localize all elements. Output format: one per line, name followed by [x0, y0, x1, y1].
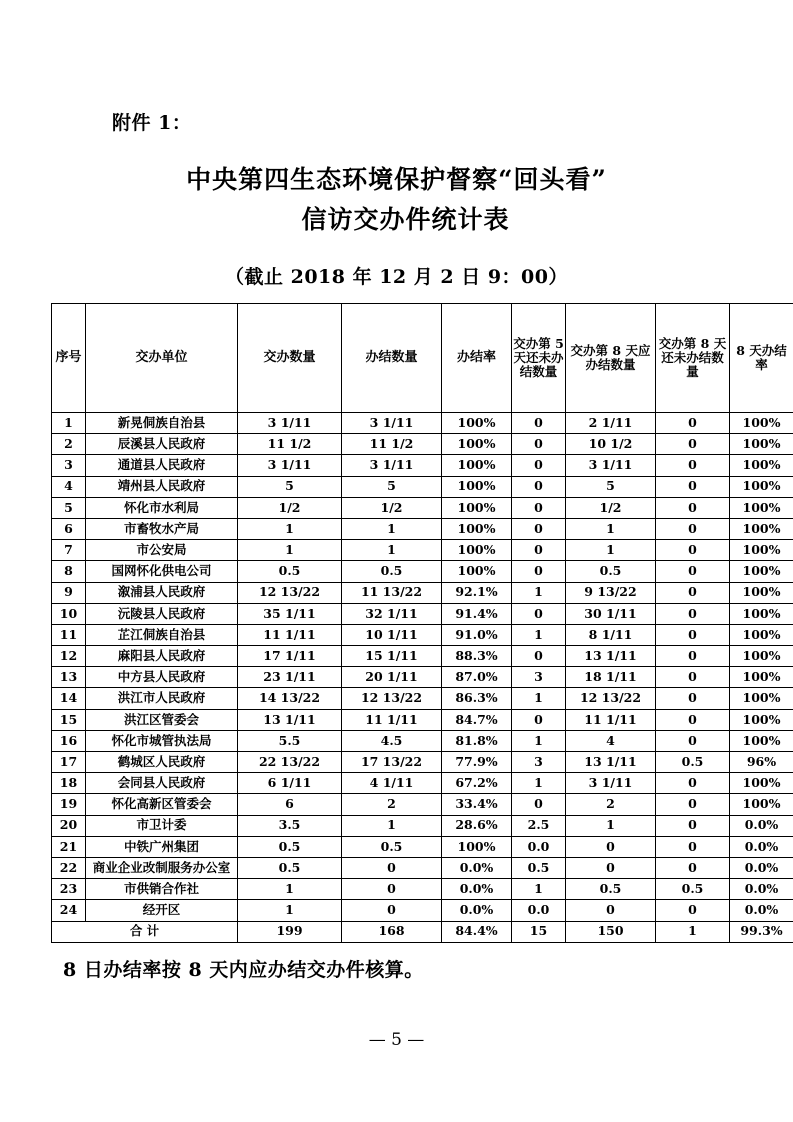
- page-number: — 5 —: [368, 1030, 425, 1050]
- cell-day5: 0: [512, 794, 566, 815]
- cell-day5: 1: [512, 879, 566, 900]
- cell-day8-rate: 100%: [730, 540, 793, 561]
- table-row: [52, 646, 793, 667]
- cell-unit: 洪江区管委会: [86, 709, 238, 730]
- cell-completed: 0.5: [342, 561, 442, 582]
- cell-completed: 3 1/11: [342, 455, 442, 476]
- cell-day8-rate: 100%: [730, 773, 793, 794]
- table-row: [52, 773, 793, 794]
- cell-day5: 3: [512, 667, 566, 688]
- table-row: [52, 900, 793, 921]
- cell-completed: 11 1/2: [342, 434, 442, 455]
- table-row: [52, 815, 793, 836]
- total-day8-due: 150: [566, 921, 656, 942]
- table-row: [52, 455, 793, 476]
- table-row: [52, 413, 793, 434]
- cell-day5: 0.0: [512, 900, 566, 921]
- cell-day8-unfinished: 0: [656, 434, 730, 455]
- cell-unit: 会同县人民政府: [86, 773, 238, 794]
- header-day5-unfinished: 交办第 5 天还未办结数量: [512, 304, 566, 413]
- cell-completed: 11 1/11: [342, 709, 442, 730]
- cell-day5: 1: [512, 730, 566, 751]
- cell-day5: 0: [512, 709, 566, 730]
- cell-day5: 0: [512, 434, 566, 455]
- cell-day8-unfinished: 0: [656, 836, 730, 857]
- cell-unit: 国网怀化供电公司: [86, 561, 238, 582]
- cell-completed: 0: [342, 879, 442, 900]
- table-row: [52, 603, 793, 624]
- header-completed-count: 办结数量: [342, 304, 442, 413]
- cell-rate: 86.3%: [442, 688, 512, 709]
- header-day8-due: 交办第 8 天应办结数量: [566, 304, 656, 413]
- cell-day8-rate: 100%: [730, 561, 793, 582]
- cell-day8-due: 1: [566, 518, 656, 539]
- cell-day8-due: 1: [566, 815, 656, 836]
- cell-day5: 0: [512, 518, 566, 539]
- cell-completed: 10 1/11: [342, 624, 442, 645]
- cell-rate: 91.4%: [442, 603, 512, 624]
- cell-day8-rate: 100%: [730, 413, 793, 434]
- table-row: [52, 879, 793, 900]
- cell-rate: 100%: [442, 518, 512, 539]
- page-title: [0, 160, 793, 240]
- header-index: 序号: [52, 304, 86, 413]
- cell-day5: 0: [512, 540, 566, 561]
- cell-assigned: 22 13/22: [238, 752, 342, 773]
- cell-completed: 5: [342, 476, 442, 497]
- header-completion-rate: 办结率: [442, 304, 512, 413]
- cell-completed: 12 13/22: [342, 688, 442, 709]
- cell-day8-rate: 0.0%: [730, 815, 793, 836]
- cell-assigned: 13 1/11: [238, 709, 342, 730]
- cell-rate: 77.9%: [442, 752, 512, 773]
- cell-index: 2: [52, 434, 86, 455]
- cell-day8-rate: 0.0%: [730, 900, 793, 921]
- cell-day8-unfinished: 0: [656, 688, 730, 709]
- cell-day5: 0: [512, 497, 566, 518]
- cell-assigned: 17 1/11: [238, 646, 342, 667]
- cell-index: 24: [52, 900, 86, 921]
- cell-assigned: 0.5: [238, 836, 342, 857]
- cell-day8-due: 18 1/11: [566, 667, 656, 688]
- cell-day8-due: 3 1/11: [566, 455, 656, 476]
- cell-assigned: 23 1/11: [238, 667, 342, 688]
- cell-day8-rate: 100%: [730, 624, 793, 645]
- cell-day5: 1: [512, 624, 566, 645]
- total-label: 合 计: [52, 921, 238, 942]
- cell-day5: 2.5: [512, 815, 566, 836]
- cell-day8-rate: 0.0%: [730, 836, 793, 857]
- cell-day8-due: 12 13/22: [566, 688, 656, 709]
- cell-assigned: 6: [238, 794, 342, 815]
- table-body: [52, 413, 793, 943]
- cell-day8-due: 10 1/2: [566, 434, 656, 455]
- cell-day8-due: 2 1/11: [566, 413, 656, 434]
- cell-day8-unfinished: 0: [656, 476, 730, 497]
- cell-day8-due: 1/2: [566, 497, 656, 518]
- cell-index: 12: [52, 646, 86, 667]
- cell-day8-rate: 100%: [730, 688, 793, 709]
- total-completed: 168: [342, 921, 442, 942]
- cell-day8-rate: 100%: [730, 518, 793, 539]
- total-day8-unfinished: 1: [656, 921, 730, 942]
- table-row: [52, 752, 793, 773]
- cell-completed: 0.5: [342, 836, 442, 857]
- cell-rate: 84.7%: [442, 709, 512, 730]
- cell-day8-unfinished: 0: [656, 518, 730, 539]
- cell-assigned: 1: [238, 900, 342, 921]
- table-row: [52, 497, 793, 518]
- cell-day5: 0: [512, 561, 566, 582]
- table-row: [52, 836, 793, 857]
- cell-day8-unfinished: 0: [656, 709, 730, 730]
- cell-index: 13: [52, 667, 86, 688]
- cell-day8-due: 4: [566, 730, 656, 751]
- cell-unit: 怀化市水利局: [86, 497, 238, 518]
- cell-day8-due: 11 1/11: [566, 709, 656, 730]
- cell-completed: 2: [342, 794, 442, 815]
- attachment-label: 附件 1：: [112, 112, 192, 134]
- cell-day5: 0.0: [512, 836, 566, 857]
- cell-rate: 88.3%: [442, 646, 512, 667]
- footnote: 8 日办结率按 8 天内应办结交办件核算。: [63, 959, 424, 981]
- table-row: [52, 518, 793, 539]
- cell-completed: 11 13/22: [342, 582, 442, 603]
- cell-index: 23: [52, 879, 86, 900]
- cell-day8-due: 13 1/11: [566, 752, 656, 773]
- cell-day8-due: 0.5: [566, 561, 656, 582]
- cell-day8-unfinished: 0: [656, 815, 730, 836]
- cell-rate: 100%: [442, 836, 512, 857]
- cell-rate: 67.2%: [442, 773, 512, 794]
- cell-rate: 28.6%: [442, 815, 512, 836]
- cell-day8-rate: 0.0%: [730, 879, 793, 900]
- cell-unit: 市公安局: [86, 540, 238, 561]
- cell-day8-due: 9 13/22: [566, 582, 656, 603]
- cell-index: 3: [52, 455, 86, 476]
- cell-day8-due: 0.5: [566, 879, 656, 900]
- cell-index: 5: [52, 497, 86, 518]
- cell-completed: 0: [342, 857, 442, 878]
- cell-index: 22: [52, 857, 86, 878]
- cell-completed: 4 1/11: [342, 773, 442, 794]
- cell-day8-unfinished: 0: [656, 900, 730, 921]
- cell-day5: 0: [512, 476, 566, 497]
- cell-day8-rate: 100%: [730, 582, 793, 603]
- cell-day8-rate: 100%: [730, 455, 793, 476]
- cell-unit: 中方县人民政府: [86, 667, 238, 688]
- cell-day8-unfinished: 0: [656, 413, 730, 434]
- cell-day8-rate: 100%: [730, 709, 793, 730]
- cell-assigned: 11 1/2: [238, 434, 342, 455]
- cell-unit: 洪江市人民政府: [86, 688, 238, 709]
- cell-assigned: 11 1/11: [238, 624, 342, 645]
- cell-day8-due: 0: [566, 857, 656, 878]
- cell-assigned: 6 1/11: [238, 773, 342, 794]
- cell-day8-rate: 96%: [730, 752, 793, 773]
- cell-completed: 3 1/11: [342, 413, 442, 434]
- cell-completed: 17 13/22: [342, 752, 442, 773]
- cell-day8-due: 8 1/11: [566, 624, 656, 645]
- cell-assigned: 0.5: [238, 857, 342, 878]
- cell-rate: 100%: [442, 497, 512, 518]
- cell-day8-unfinished: 0: [656, 857, 730, 878]
- header-assigned-count: 交办数量: [238, 304, 342, 413]
- cell-day8-unfinished: 0: [656, 667, 730, 688]
- cell-day8-unfinished: 0.5: [656, 879, 730, 900]
- cell-day8-unfinished: 0: [656, 794, 730, 815]
- cell-rate: 100%: [442, 476, 512, 497]
- cell-day8-unfinished: 0: [656, 646, 730, 667]
- cell-day8-rate: 100%: [730, 646, 793, 667]
- cell-day8-due: 1: [566, 540, 656, 561]
- cell-rate: 33.4%: [442, 794, 512, 815]
- cell-rate: 81.8%: [442, 730, 512, 751]
- cell-index: 6: [52, 518, 86, 539]
- cell-rate: 100%: [442, 540, 512, 561]
- header-unit: 交办单位: [86, 304, 238, 413]
- cell-index: 16: [52, 730, 86, 751]
- cell-day8-unfinished: 0: [656, 603, 730, 624]
- table-row: [52, 624, 793, 645]
- cell-index: 4: [52, 476, 86, 497]
- cell-completed: 1: [342, 518, 442, 539]
- cell-day5: 1: [512, 582, 566, 603]
- cell-day8-rate: 100%: [730, 476, 793, 497]
- cell-day8-rate: 100%: [730, 730, 793, 751]
- cell-unit: 市畜牧水产局: [86, 518, 238, 539]
- table-row: [52, 561, 793, 582]
- cell-unit: 新晃侗族自治县: [86, 413, 238, 434]
- cell-assigned: 35 1/11: [238, 603, 342, 624]
- cell-unit: 商业企业改制服务办公室: [86, 857, 238, 878]
- cell-completed: 0: [342, 900, 442, 921]
- cell-rate: 0.0%: [442, 879, 512, 900]
- cell-day5: 0: [512, 646, 566, 667]
- statistics-table-wrapper: [51, 303, 787, 943]
- cell-unit: 通道县人民政府: [86, 455, 238, 476]
- cell-day8-unfinished: 0: [656, 497, 730, 518]
- cell-day8-unfinished: 0.5: [656, 752, 730, 773]
- cell-completed: 1: [342, 540, 442, 561]
- cell-day8-rate: 100%: [730, 667, 793, 688]
- title-line-2: 信访交办件统计表: [301, 205, 510, 234]
- cell-unit: 芷江侗族自治县: [86, 624, 238, 645]
- cell-index: 11: [52, 624, 86, 645]
- cell-day8-due: 3 1/11: [566, 773, 656, 794]
- cell-completed: 1: [342, 815, 442, 836]
- table-row: [52, 709, 793, 730]
- cell-assigned: 1: [238, 879, 342, 900]
- cell-assigned: 1: [238, 540, 342, 561]
- cell-day8-unfinished: 0: [656, 561, 730, 582]
- cell-unit: 沅陵县人民政府: [86, 603, 238, 624]
- cell-day5: 0: [512, 413, 566, 434]
- cell-rate: 100%: [442, 434, 512, 455]
- cell-unit: 中铁广州集团: [86, 836, 238, 857]
- total-assigned: 199: [238, 921, 342, 942]
- cell-day8-unfinished: 0: [656, 582, 730, 603]
- cell-unit: 怀化高新区管委会: [86, 794, 238, 815]
- cell-day8-unfinished: 0: [656, 730, 730, 751]
- cell-rate: 100%: [442, 413, 512, 434]
- cell-assigned: 12 13/22: [238, 582, 342, 603]
- cell-completed: 15 1/11: [342, 646, 442, 667]
- cell-unit: 鹤城区人民政府: [86, 752, 238, 773]
- cell-completed: 4.5: [342, 730, 442, 751]
- cell-day8-rate: 100%: [730, 497, 793, 518]
- cell-index: 10: [52, 603, 86, 624]
- cell-day8-rate: 100%: [730, 794, 793, 815]
- cell-index: 1: [52, 413, 86, 434]
- cell-index: 8: [52, 561, 86, 582]
- cell-day5: 0.5: [512, 857, 566, 878]
- total-day5: 15: [512, 921, 566, 942]
- table-total-row: [52, 921, 793, 942]
- total-rate: 84.4%: [442, 921, 512, 942]
- cell-assigned: 3 1/11: [238, 455, 342, 476]
- table-row: [52, 730, 793, 751]
- cell-unit: 麻阳县人民政府: [86, 646, 238, 667]
- cell-rate: 92.1%: [442, 582, 512, 603]
- cell-unit: 辰溪县人民政府: [86, 434, 238, 455]
- cell-assigned: 5.5: [238, 730, 342, 751]
- cell-day5: 1: [512, 688, 566, 709]
- cell-day5: 1: [512, 773, 566, 794]
- cell-assigned: 3.5: [238, 815, 342, 836]
- cell-index: 14: [52, 688, 86, 709]
- cell-day5: 3: [512, 752, 566, 773]
- cell-day8-rate: 100%: [730, 434, 793, 455]
- cell-unit: 靖州县人民政府: [86, 476, 238, 497]
- cell-assigned: 5: [238, 476, 342, 497]
- cell-index: 18: [52, 773, 86, 794]
- cell-rate: 0.0%: [442, 900, 512, 921]
- cell-assigned: 14 13/22: [238, 688, 342, 709]
- cell-day8-rate: 100%: [730, 603, 793, 624]
- total-day8-rate: 99.3%: [730, 921, 793, 942]
- cell-day8-unfinished: 0: [656, 624, 730, 645]
- cell-unit: 市卫计委: [86, 815, 238, 836]
- cell-index: 20: [52, 815, 86, 836]
- cell-day8-unfinished: 0: [656, 455, 730, 476]
- cell-day8-due: 0: [566, 900, 656, 921]
- cell-day8-unfinished: 0: [656, 540, 730, 561]
- cell-unit: 经开区: [86, 900, 238, 921]
- cell-index: 19: [52, 794, 86, 815]
- table-row: [52, 794, 793, 815]
- document-subtitle: （截止 2018 年 12 月 2 日 9：00）: [224, 266, 568, 288]
- header-day8-unfinished: 交办第 8 天还未办结数量: [656, 304, 730, 413]
- cell-index: 15: [52, 709, 86, 730]
- table-row: [52, 434, 793, 455]
- cell-day8-due: 5: [566, 476, 656, 497]
- cell-assigned: 1: [238, 518, 342, 539]
- cell-index: 9: [52, 582, 86, 603]
- cell-unit: 怀化市城管执法局: [86, 730, 238, 751]
- cell-index: 21: [52, 836, 86, 857]
- cell-unit: 溆浦县人民政府: [86, 582, 238, 603]
- cell-day8-due: 0: [566, 836, 656, 857]
- cell-rate: 91.0%: [442, 624, 512, 645]
- table-row: [52, 667, 793, 688]
- statistics-table: [51, 303, 793, 943]
- cell-rate: 87.0%: [442, 667, 512, 688]
- cell-index: 7: [52, 540, 86, 561]
- cell-completed: 20 1/11: [342, 667, 442, 688]
- cell-day8-rate: 0.0%: [730, 857, 793, 878]
- header-day8-rate: 8 天办结率: [730, 304, 793, 413]
- table-row: [52, 582, 793, 603]
- cell-rate: 100%: [442, 561, 512, 582]
- cell-day8-due: 2: [566, 794, 656, 815]
- cell-completed: 32 1/11: [342, 603, 442, 624]
- cell-day8-due: 13 1/11: [566, 646, 656, 667]
- cell-day5: 0: [512, 455, 566, 476]
- cell-index: 17: [52, 752, 86, 773]
- cell-assigned: 3 1/11: [238, 413, 342, 434]
- table-row: [52, 540, 793, 561]
- title-line-1: 中央第四生态环境保护督察“回头看”: [186, 165, 607, 194]
- cell-unit: 市供销合作社: [86, 879, 238, 900]
- cell-assigned: 0.5: [238, 561, 342, 582]
- cell-day8-due: 30 1/11: [566, 603, 656, 624]
- table-row: [52, 476, 793, 497]
- cell-completed: 1/2: [342, 497, 442, 518]
- cell-day8-unfinished: 0: [656, 773, 730, 794]
- cell-assigned: 1/2: [238, 497, 342, 518]
- table-row: [52, 857, 793, 878]
- table-row: [52, 688, 793, 709]
- cell-day5: 0: [512, 603, 566, 624]
- cell-rate: 0.0%: [442, 857, 512, 878]
- table-header-row: [52, 304, 793, 413]
- cell-rate: 100%: [442, 455, 512, 476]
